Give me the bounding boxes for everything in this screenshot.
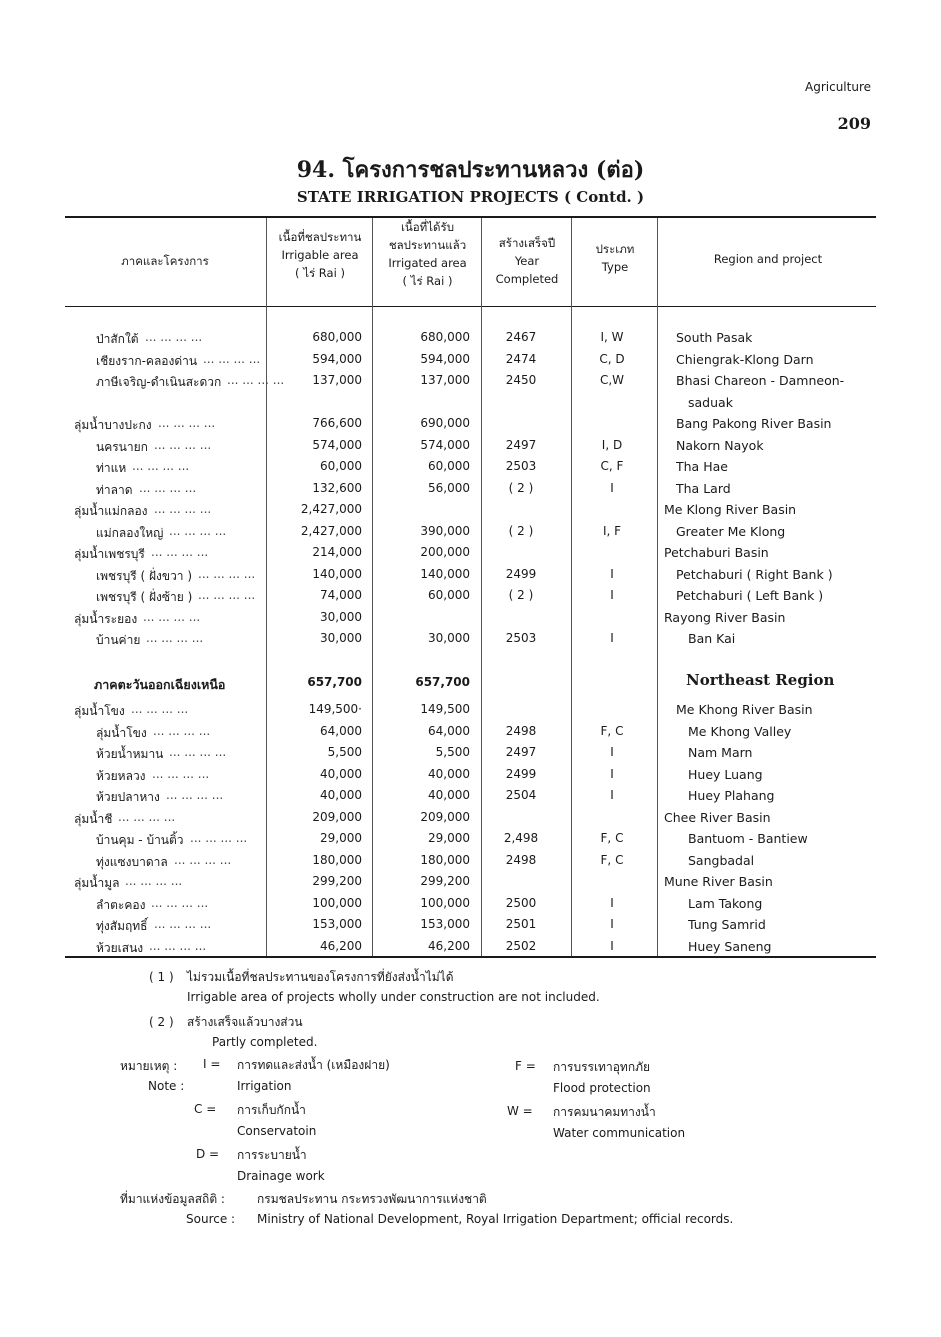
cell-irrigable: 74,000 bbox=[320, 588, 362, 602]
cell-irrigable: 40,000 bbox=[320, 788, 362, 802]
project-name-english: Mune River Basin bbox=[664, 874, 773, 889]
cell-irrigable: 680,000 bbox=[312, 330, 362, 344]
cell-type: I bbox=[610, 917, 614, 931]
project-name-thai: ลุ่มน้ำบางปะกง bbox=[74, 418, 152, 432]
project-name-thai: ลุ่มน้ำโขง bbox=[96, 725, 147, 740]
cell-irrigated: 5,500 bbox=[435, 745, 470, 759]
section-label: Agriculture bbox=[805, 80, 871, 94]
cell-year: ( 2 ) bbox=[508, 480, 534, 495]
leader-dots: ... ... ... ... bbox=[198, 566, 256, 581]
cell-year: 2501 bbox=[505, 917, 537, 931]
cell-irrigated: 690,000 bbox=[420, 416, 470, 430]
table-row bbox=[0, 330, 941, 351]
cell-year: 2498 bbox=[505, 852, 537, 867]
leader-dots: ... ... ... ... bbox=[227, 373, 285, 387]
project-name-english: Chee River Basin bbox=[664, 809, 771, 825]
table-row bbox=[0, 702, 941, 723]
leader-dots: ... ... ... ... bbox=[152, 766, 210, 781]
cell-irrigated: 149,500 bbox=[420, 702, 470, 716]
table-row bbox=[0, 917, 941, 938]
note-f-english: Flood protection bbox=[553, 1081, 651, 1095]
project-name-thai: ลุ่มน้ำโขง bbox=[74, 704, 125, 718]
project-name-thai: เชียงราก-คลองด่าน bbox=[96, 353, 198, 368]
note-code-i: I = bbox=[203, 1057, 221, 1071]
leader-dots: ... ... ... ... bbox=[151, 545, 209, 559]
project-name-english: Tha Lard bbox=[676, 480, 731, 496]
project-name-thai: ห้วยเสนง bbox=[96, 940, 144, 955]
cell-irrigated: 153,000 bbox=[420, 917, 470, 931]
cell-irrigable: 30,000 bbox=[320, 631, 362, 645]
cell-type: I bbox=[610, 938, 614, 953]
project-name-english: Petchaburi ( Left Bank ) bbox=[676, 588, 824, 603]
cell-irrigated: 46,200 bbox=[428, 938, 470, 953]
leader-dots: ... ... ... ... bbox=[174, 852, 232, 867]
leader-dots: ... ... ... ... bbox=[146, 631, 204, 645]
region-name-en: Northeast Region bbox=[686, 671, 835, 689]
cell-type: C, F bbox=[600, 459, 624, 473]
note-c-thai: การเก็บกักน้ำ bbox=[237, 1103, 306, 1117]
cell-irrigated: 209,000 bbox=[420, 809, 470, 824]
project-name-english: Ban Kai bbox=[688, 631, 736, 646]
project-name-thai: ห้วยปลาหาง bbox=[96, 790, 160, 804]
project-name-english: South Pasak bbox=[676, 330, 753, 345]
region-irrigated: 657,700 bbox=[415, 675, 470, 689]
table-row bbox=[0, 567, 941, 588]
project-name-english: Nam Marn bbox=[688, 745, 753, 760]
cell-year: 2,498 bbox=[503, 831, 539, 845]
header-text: Region and project bbox=[713, 252, 823, 266]
note-w-thai: การคมนาคมทางน้ำ bbox=[553, 1105, 656, 1119]
cell-irrigable: 40,000 bbox=[320, 766, 362, 781]
cell-irrigated: 200,000 bbox=[420, 545, 470, 559]
note-d-english: Drainage work bbox=[237, 1169, 325, 1183]
note-i-thai: การทดและส่งน้ำ (เหมืองฝาย) bbox=[237, 1058, 390, 1072]
table-row bbox=[0, 631, 941, 652]
cell-irrigated: 594,000 bbox=[420, 351, 470, 366]
header-text: Irrigated area bbox=[388, 256, 467, 270]
project-name-thai: เพชรบุรี ( ฝั่งซ้าย ) bbox=[96, 590, 193, 604]
table-row bbox=[0, 352, 941, 373]
cell-irrigated: 40,000 bbox=[428, 766, 470, 781]
cell-irrigated: 180,000 bbox=[420, 852, 470, 867]
table-row bbox=[0, 788, 941, 809]
leader-dots: ... ... ... ... bbox=[132, 459, 190, 473]
cell-irrigable: 140,000 bbox=[312, 566, 362, 581]
cell-irrigated: 40,000 bbox=[428, 788, 470, 802]
project-name-thai: ลุ่มน้ำแม่กลอง bbox=[74, 504, 148, 518]
header-text: สร้างเสร็จปี bbox=[498, 236, 556, 250]
source-label-thai: ที่มาแห่งข้อมูลสถิติ : bbox=[120, 1192, 225, 1206]
cell-irrigated: 299,200 bbox=[420, 874, 470, 888]
cell-type: C, D bbox=[599, 351, 625, 366]
table-row bbox=[0, 481, 941, 502]
project-name-thai: นครนายก bbox=[96, 439, 148, 454]
table-row bbox=[0, 874, 941, 895]
cell-irrigated: 30,000 bbox=[428, 631, 470, 645]
footnote-2-mark: ( 2 ) bbox=[149, 1015, 174, 1029]
table-row bbox=[0, 588, 941, 609]
table-row bbox=[0, 502, 941, 523]
leader-dots: ... ... ... ... bbox=[198, 588, 256, 602]
leader-dots: ... ... ... ... bbox=[154, 917, 212, 931]
table-row bbox=[0, 438, 941, 459]
cell-year: 2499 bbox=[505, 766, 537, 781]
header-year bbox=[483, 234, 571, 288]
cell-irrigated: 60,000 bbox=[428, 459, 470, 473]
project-name-thai: ทุ่งสัมฤทธิ์ bbox=[96, 919, 148, 933]
header-text: Completed bbox=[495, 272, 559, 286]
cell-type: I bbox=[610, 745, 614, 759]
header-bottom-rule bbox=[65, 306, 876, 307]
cell-year: ( 2 ) bbox=[508, 523, 534, 538]
cell-type: F, C bbox=[600, 723, 624, 738]
project-name-english: Greater Me Klong bbox=[676, 523, 786, 539]
table-row bbox=[0, 524, 941, 545]
table-row bbox=[0, 610, 941, 631]
cell-type: I bbox=[610, 766, 614, 781]
project-name-english: Tha Hae bbox=[676, 459, 728, 474]
title-english: STATE IRRIGATION PROJECTS ( Contd. ) bbox=[296, 188, 645, 206]
header-text: Year bbox=[514, 254, 540, 268]
project-name-english: Petchaburi ( Right Bank ) bbox=[676, 566, 833, 582]
cell-irrigated: 100,000 bbox=[420, 895, 470, 910]
header-text: ภาคและโครงการ bbox=[121, 254, 209, 268]
project-name-english: Huey Luang bbox=[688, 766, 763, 782]
leader-dots: ... ... ... ... bbox=[125, 874, 183, 888]
leader-dots: ... ... ... ... bbox=[158, 416, 216, 430]
cell-irrigable: 5,500 bbox=[327, 745, 362, 759]
cell-type: F, C bbox=[600, 831, 624, 845]
cell-irrigable: 2,427,000 bbox=[300, 523, 362, 538]
cell-type: C,W bbox=[599, 373, 625, 387]
cell-year: ( 2 ) bbox=[508, 588, 534, 602]
cell-year: 2498 bbox=[505, 723, 537, 738]
header-type bbox=[573, 240, 657, 276]
note-f-thai: การบรรเทาอุทกภัย bbox=[553, 1060, 651, 1074]
table-row bbox=[0, 745, 941, 766]
project-name-thai: บ้านคุม - บ้านติ้ว bbox=[96, 833, 184, 847]
project-name-thai: ท่าแห bbox=[96, 461, 127, 475]
project-name-thai: ลุ่มน้ำชี bbox=[74, 811, 113, 826]
project-name-thai: ลุ่มน้ำมูล bbox=[74, 876, 120, 890]
header-irrigated bbox=[374, 218, 481, 290]
leader-dots: ... ... ... ... bbox=[203, 351, 261, 366]
leader-dots: ... ... ... ... bbox=[118, 809, 176, 824]
project-name-english: Me Khong River Basin bbox=[676, 702, 813, 717]
cell-irrigated: 390,000 bbox=[420, 523, 470, 538]
cell-irrigable: 60,000 bbox=[320, 459, 362, 473]
project-name-thai: ลำตะคอง bbox=[96, 897, 146, 912]
cell-irrigable: 137,000 bbox=[312, 373, 362, 387]
header-text: เนื้อที่ชลประทาน bbox=[278, 230, 362, 244]
cell-irrigable: 214,000 bbox=[312, 545, 362, 559]
cell-irrigated: 29,000 bbox=[428, 831, 470, 845]
cell-type: I, W bbox=[600, 330, 624, 344]
cell-type: I, F bbox=[602, 523, 622, 538]
note-code-f: F = bbox=[515, 1059, 536, 1073]
project-name-english: saduak bbox=[688, 394, 733, 410]
project-name-english: Rayong River Basin bbox=[664, 609, 786, 625]
project-name-english: Chiengrak-Klong Darn bbox=[676, 351, 814, 367]
cell-irrigated: 60,000 bbox=[428, 588, 470, 602]
table-row bbox=[0, 810, 941, 831]
project-name-english: Bantuom - Bantiew bbox=[688, 831, 808, 846]
project-name-thai: ท่าลาด bbox=[96, 482, 133, 497]
cell-year: 2503 bbox=[505, 459, 537, 473]
header-text: ( ไร่ Rai ) bbox=[402, 274, 453, 288]
cell-irrigable: 29,000 bbox=[320, 831, 362, 845]
project-name-thai: ห้วยหลวง bbox=[96, 768, 146, 783]
table-row bbox=[0, 939, 941, 960]
table-row bbox=[0, 767, 941, 788]
cell-irrigable: 2,427,000 bbox=[300, 502, 362, 516]
note-c-english: Conservatoin bbox=[237, 1124, 317, 1138]
source-english: Ministry of National Development, Royal Irrigation Department; official records. bbox=[257, 1212, 734, 1226]
project-name-english: Bhasi Chareon - Damneon- bbox=[676, 373, 845, 388]
cell-irrigable: 299,200 bbox=[312, 874, 362, 888]
leader-dots: ... ... ... ... bbox=[149, 938, 207, 953]
cell-irrigated: 574,000 bbox=[420, 437, 470, 452]
table-row bbox=[0, 724, 941, 745]
cell-irrigable: 46,200 bbox=[320, 938, 362, 953]
cell-irrigable: 153,000 bbox=[312, 917, 362, 931]
cell-irrigable: 574,000 bbox=[312, 437, 362, 452]
leader-dots: ... ... ... ... bbox=[154, 502, 212, 516]
note-i-english: Irrigation bbox=[237, 1079, 292, 1093]
cell-irrigable: 209,000 bbox=[312, 809, 362, 824]
leader-dots: ... ... ... ... bbox=[190, 831, 248, 845]
header-text: ประเภท bbox=[595, 242, 635, 256]
cell-year: 2497 bbox=[505, 437, 537, 452]
leader-dots: ... ... ... ... bbox=[154, 437, 212, 452]
footnote-2-english: Partly completed. bbox=[212, 1035, 318, 1049]
table-row bbox=[0, 416, 941, 437]
header-text: Irrigable area bbox=[281, 248, 359, 262]
cell-year: 2467 bbox=[505, 330, 537, 344]
cell-irrigable: 149,500· bbox=[308, 702, 362, 716]
cell-year: 2502 bbox=[505, 938, 537, 953]
footnote-1-mark: ( 1 ) bbox=[149, 970, 174, 984]
region-row bbox=[0, 671, 941, 699]
table-row bbox=[0, 853, 941, 874]
note-d-thai: การระบายน้ำ bbox=[237, 1148, 307, 1162]
note-code-c: C = bbox=[194, 1102, 217, 1116]
header-irrigable bbox=[268, 228, 372, 282]
table-row bbox=[0, 896, 941, 917]
footnote-2-thai: สร้างเสร็จแล้วบางส่วน bbox=[187, 1015, 303, 1029]
project-name-english: Nakorn Nayok bbox=[676, 437, 764, 453]
note-label-thai: หมายเหตุ : bbox=[120, 1059, 178, 1073]
project-name-english: Me Khong Valley bbox=[688, 723, 792, 739]
cell-type: I bbox=[610, 588, 614, 602]
page-number: 209 bbox=[837, 114, 871, 133]
cell-irrigable: 132,600 bbox=[312, 480, 362, 495]
cell-irrigable: 766,600 bbox=[312, 416, 362, 430]
region-irrigable: 657,700 bbox=[307, 675, 362, 689]
cell-irrigable: 594,000 bbox=[312, 351, 362, 366]
source-label-english: Source : bbox=[186, 1212, 236, 1226]
cell-year: 2499 bbox=[505, 566, 537, 581]
cell-irrigated: 64,000 bbox=[428, 723, 470, 738]
project-name-thai: ลุ่มน้ำระยอง bbox=[74, 611, 138, 626]
header-text: ( ไร่ Rai ) bbox=[295, 266, 345, 280]
project-name-english: Tung Samrid bbox=[688, 917, 766, 932]
cell-type: I, D bbox=[601, 437, 623, 452]
cell-year: 2497 bbox=[505, 745, 537, 759]
project-name-english: Sangbadal bbox=[688, 852, 755, 868]
leader-dots: ... ... ... ... bbox=[139, 480, 197, 495]
table-row bbox=[0, 831, 941, 852]
project-name-english: Petchaburi Basin bbox=[664, 545, 769, 560]
project-name-thai: ทุ่งแซงบาดาล bbox=[96, 854, 168, 869]
project-name-english: Huey Saneng bbox=[688, 938, 772, 954]
footnote-1-thai: ไม่รวมเนื้อที่ชลประทานของโครงการที่ยังส่งน้ำไม่ได้ bbox=[187, 970, 454, 984]
cell-year: 2503 bbox=[505, 631, 537, 645]
leader-dots: ... ... ... ... bbox=[145, 330, 203, 344]
project-name-thai: บ้านค่าย bbox=[96, 633, 141, 647]
project-name-thai: ห้วยน้ำหมาน bbox=[96, 747, 164, 761]
header-text: ชลประทานแล้ว bbox=[388, 238, 467, 252]
leader-dots: ... ... ... ... bbox=[143, 609, 201, 624]
project-name-thai: ภาษีเจริญ-ดำเนินสะดวก bbox=[96, 375, 222, 389]
cell-irrigable: 180,000 bbox=[312, 852, 362, 867]
header-text: Type bbox=[601, 260, 629, 274]
cell-type: I bbox=[610, 788, 614, 802]
leader-dots: ... ... ... ... bbox=[166, 788, 224, 802]
note-label-english: Note : bbox=[148, 1079, 185, 1093]
source-thai: กรมชลประทาน กระทรวงพัฒนาการแห่งชาติ bbox=[257, 1192, 487, 1206]
table-row bbox=[0, 395, 941, 416]
cell-irrigable: 100,000 bbox=[312, 895, 362, 910]
project-name-thai: แม่กลองใหญ่ bbox=[96, 525, 164, 540]
cell-type: F, C bbox=[600, 852, 624, 867]
note-code-w: W = bbox=[507, 1104, 533, 1118]
cell-year: 2450 bbox=[505, 373, 537, 387]
cell-year: 2504 bbox=[505, 788, 537, 802]
project-name-thai: เพชรบุรี ( ฝั่งขวา ) bbox=[96, 568, 193, 583]
cell-type: I bbox=[610, 631, 614, 645]
cell-irrigated: 137,000 bbox=[420, 373, 470, 387]
project-name-thai: ป่าสักใต้ bbox=[96, 332, 139, 346]
cell-irrigated: 56,000 bbox=[428, 480, 470, 495]
cell-type: I bbox=[610, 895, 614, 910]
project-name-english: Me Klong River Basin bbox=[664, 502, 797, 517]
cell-type: I bbox=[610, 566, 614, 581]
header-project-th bbox=[70, 252, 260, 270]
project-name-english: Bang Pakong River Basin bbox=[676, 416, 832, 431]
leader-dots: ... ... ... ... bbox=[169, 745, 227, 759]
header-text: เนื้อที่ได้รับ bbox=[400, 220, 454, 234]
title-thai: 94. โครงการชลประทานหลวง (ต่อ) bbox=[296, 157, 645, 183]
cell-irrigable: 30,000 bbox=[320, 609, 362, 624]
cell-year: 2500 bbox=[505, 895, 537, 910]
header-project-en bbox=[660, 250, 876, 268]
note-code-d: D = bbox=[196, 1147, 220, 1161]
cell-irrigated: 140,000 bbox=[420, 566, 470, 581]
leader-dots: ... ... ... ... bbox=[153, 723, 211, 738]
cell-irrigated: 680,000 bbox=[420, 330, 470, 344]
project-name-english: Lam Takong bbox=[688, 895, 763, 911]
table-row bbox=[0, 373, 941, 394]
project-name-english: Huey Plahang bbox=[688, 788, 775, 803]
note-w-english: Water communication bbox=[553, 1126, 686, 1140]
project-name-thai: ลุ่มน้ำเพชรบุรี bbox=[74, 547, 145, 561]
cell-type: I bbox=[610, 480, 614, 495]
leader-dots: ... ... ... ... bbox=[151, 895, 209, 910]
footnote-1-english: Irrigable area of projects wholly under construction are not included. bbox=[187, 990, 600, 1004]
table-row bbox=[0, 545, 941, 566]
region-name-th: ภาคตะวันออกเฉียงเหนือ bbox=[94, 677, 226, 692]
table-row bbox=[0, 459, 941, 480]
cell-year: 2474 bbox=[505, 351, 537, 366]
cell-irrigable: 64,000 bbox=[320, 723, 362, 738]
leader-dots: ... ... ... ... bbox=[131, 702, 189, 716]
leader-dots: ... ... ... ... bbox=[169, 523, 227, 538]
